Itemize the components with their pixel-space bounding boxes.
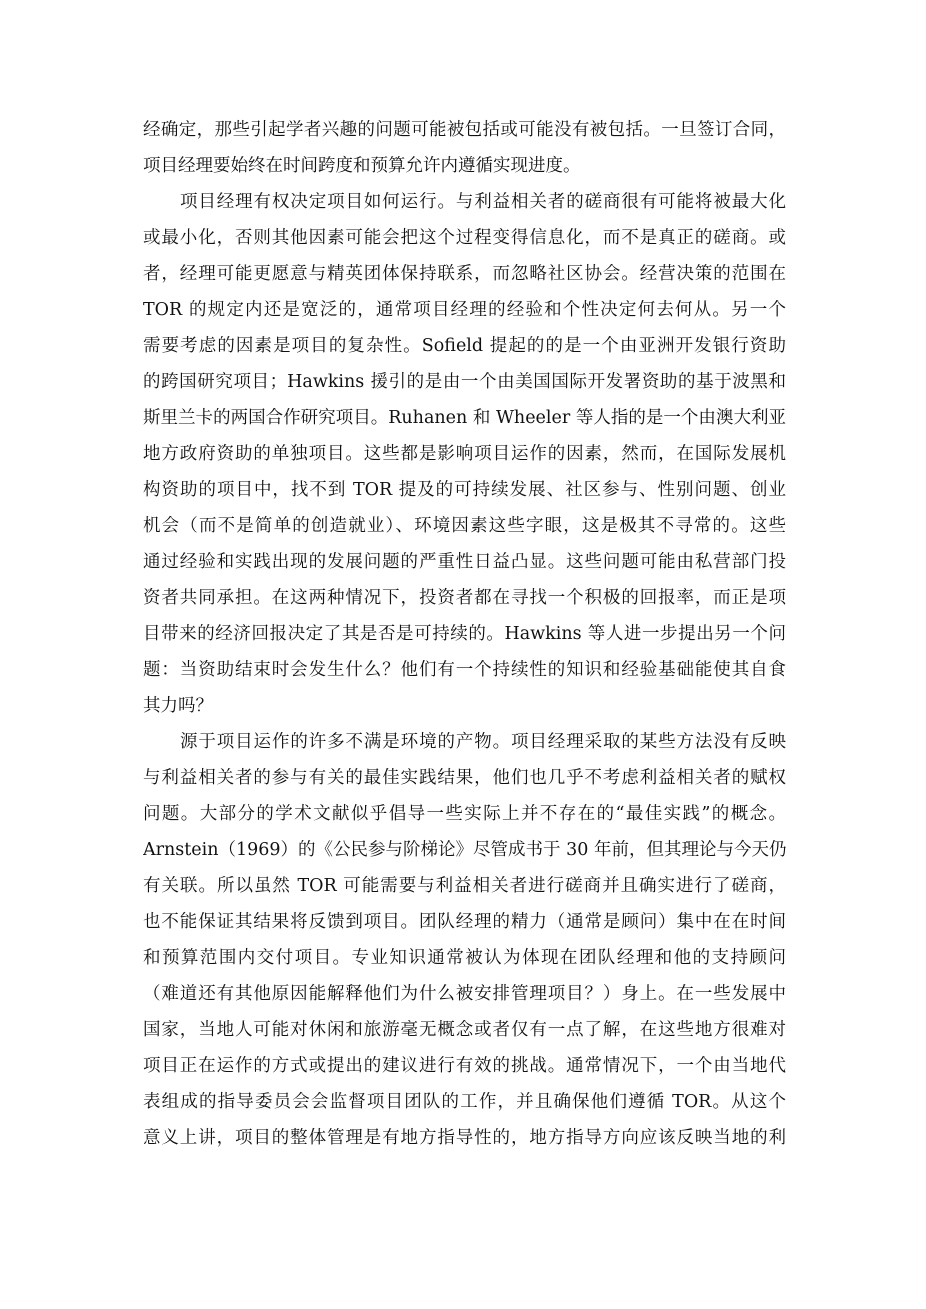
text-line: 有关联。所以虽然 TOR 可能需要与利益相关者进行磋商并且确实进行了磋商，	[143, 876, 786, 896]
text-line: （难道还有其他原因能解释他们为什么被安排管理项目？）身上。在一些发展中	[143, 984, 786, 1004]
text-line: 目带来的经济回报决定了其是否是可持续的。Hawkins 等人进一步提出另一个问	[143, 624, 786, 644]
text-line: 的跨国研究项目；Hawkins 援引的是由一个由美国国际开发署资助的基于波黑和	[143, 372, 786, 392]
text-line: 项目经理要始终在时间跨度和预算允许内遵循实现进度。	[143, 156, 581, 176]
text-line: 项目正在运作的方式或提出的建议进行有效的挑战。通常情况下，一个由当地代	[143, 1056, 786, 1076]
text-line: 或最小化，否则其他因素可能会把这个过程变得信息化，而不是真正的磋商。或	[143, 228, 786, 248]
text-line: 地方政府资助的单独项目。这些都是影响项目运作的因素，然而，在国际发展机	[143, 444, 786, 464]
text-line: 国家，当地人可能对休闲和旅游毫无概念或者仅有一点了解，在这些地方很难对	[143, 1020, 786, 1040]
text-line: 题：当资助结束时会发生什么？他们有一个持续性的知识和经验基础能使其自食	[143, 660, 786, 680]
text-line: 构资助的项目中，找不到 TOR 提及的可持续发展、社区参与、性别问题、创业	[143, 480, 786, 500]
text-line: 和预算范围内交付项目。专业知识通常被认为体现在团队经理和他的支持顾问	[143, 948, 786, 968]
text-line: 经确定，那些引起学者兴趣的问题可能被包括或可能没有被包括。一旦签订合同，	[143, 120, 786, 140]
text-line: 问题。大部分的学术文献似乎倡导一些实际上并不存在的“最佳实践”的概念。	[143, 804, 786, 824]
text-line: 机会（而不是简单的创造就业）、环境因素这些字眼，这是极其不寻常的。这些	[143, 516, 786, 536]
paragraph-start-line: 项目经理有权决定项目如何运行。与利益相关者的磋商很有可能将被最大化	[180, 192, 786, 212]
text-line: 者，经理可能更愿意与精英团体保持联系，而忽略社区协会。经营决策的范围在	[143, 264, 786, 284]
text-line: 与利益相关者的参与有关的最佳实践结果，他们也几乎不考虑利益相关者的赋权	[143, 768, 786, 788]
text-line: 也不能保证其结果将反馈到项目。团队经理的精力（通常是顾问）集中在在时间	[143, 912, 786, 932]
text-line: 其力吗？	[143, 696, 213, 716]
text-line: 斯里兰卡的两国合作研究项目。Ruhanen 和 Wheeler 等人指的是一个由澳大利亚	[143, 408, 786, 428]
text-line: 意义上讲，项目的整体管理是有地方指导性的，地方指导方向应该反映当地的利	[143, 1128, 786, 1148]
text-line: 通过经验和实践出现的发展问题的严重性日益凸显。这些问题可能由私营部门投	[143, 552, 786, 572]
text-line: TOR 的规定内还是宽泛的，通常项目经理的经验和个性决定何去何从。另一个	[143, 300, 786, 320]
paragraph-start-line: 源于项目运作的许多不满是环境的产物。项目经理采取的某些方法没有反映	[180, 732, 786, 752]
text-line: 需要考虑的因素是项目的复杂性。Sofield 提起的的是一个由亚洲开发银行资助	[143, 336, 786, 356]
text-line: Arnstein（1969）的《公民参与阶梯论》尽管成书于 30 年前，但其理论与今天仍	[143, 840, 786, 860]
text-line: 资者共同承担。在这两种情况下，投资者都在寻找一个积极的回报率，而正是项	[143, 588, 786, 608]
text-line: 表组成的指导委员会会监督项目团队的工作，并且确保他们遵循 TOR。从这个	[143, 1092, 786, 1112]
